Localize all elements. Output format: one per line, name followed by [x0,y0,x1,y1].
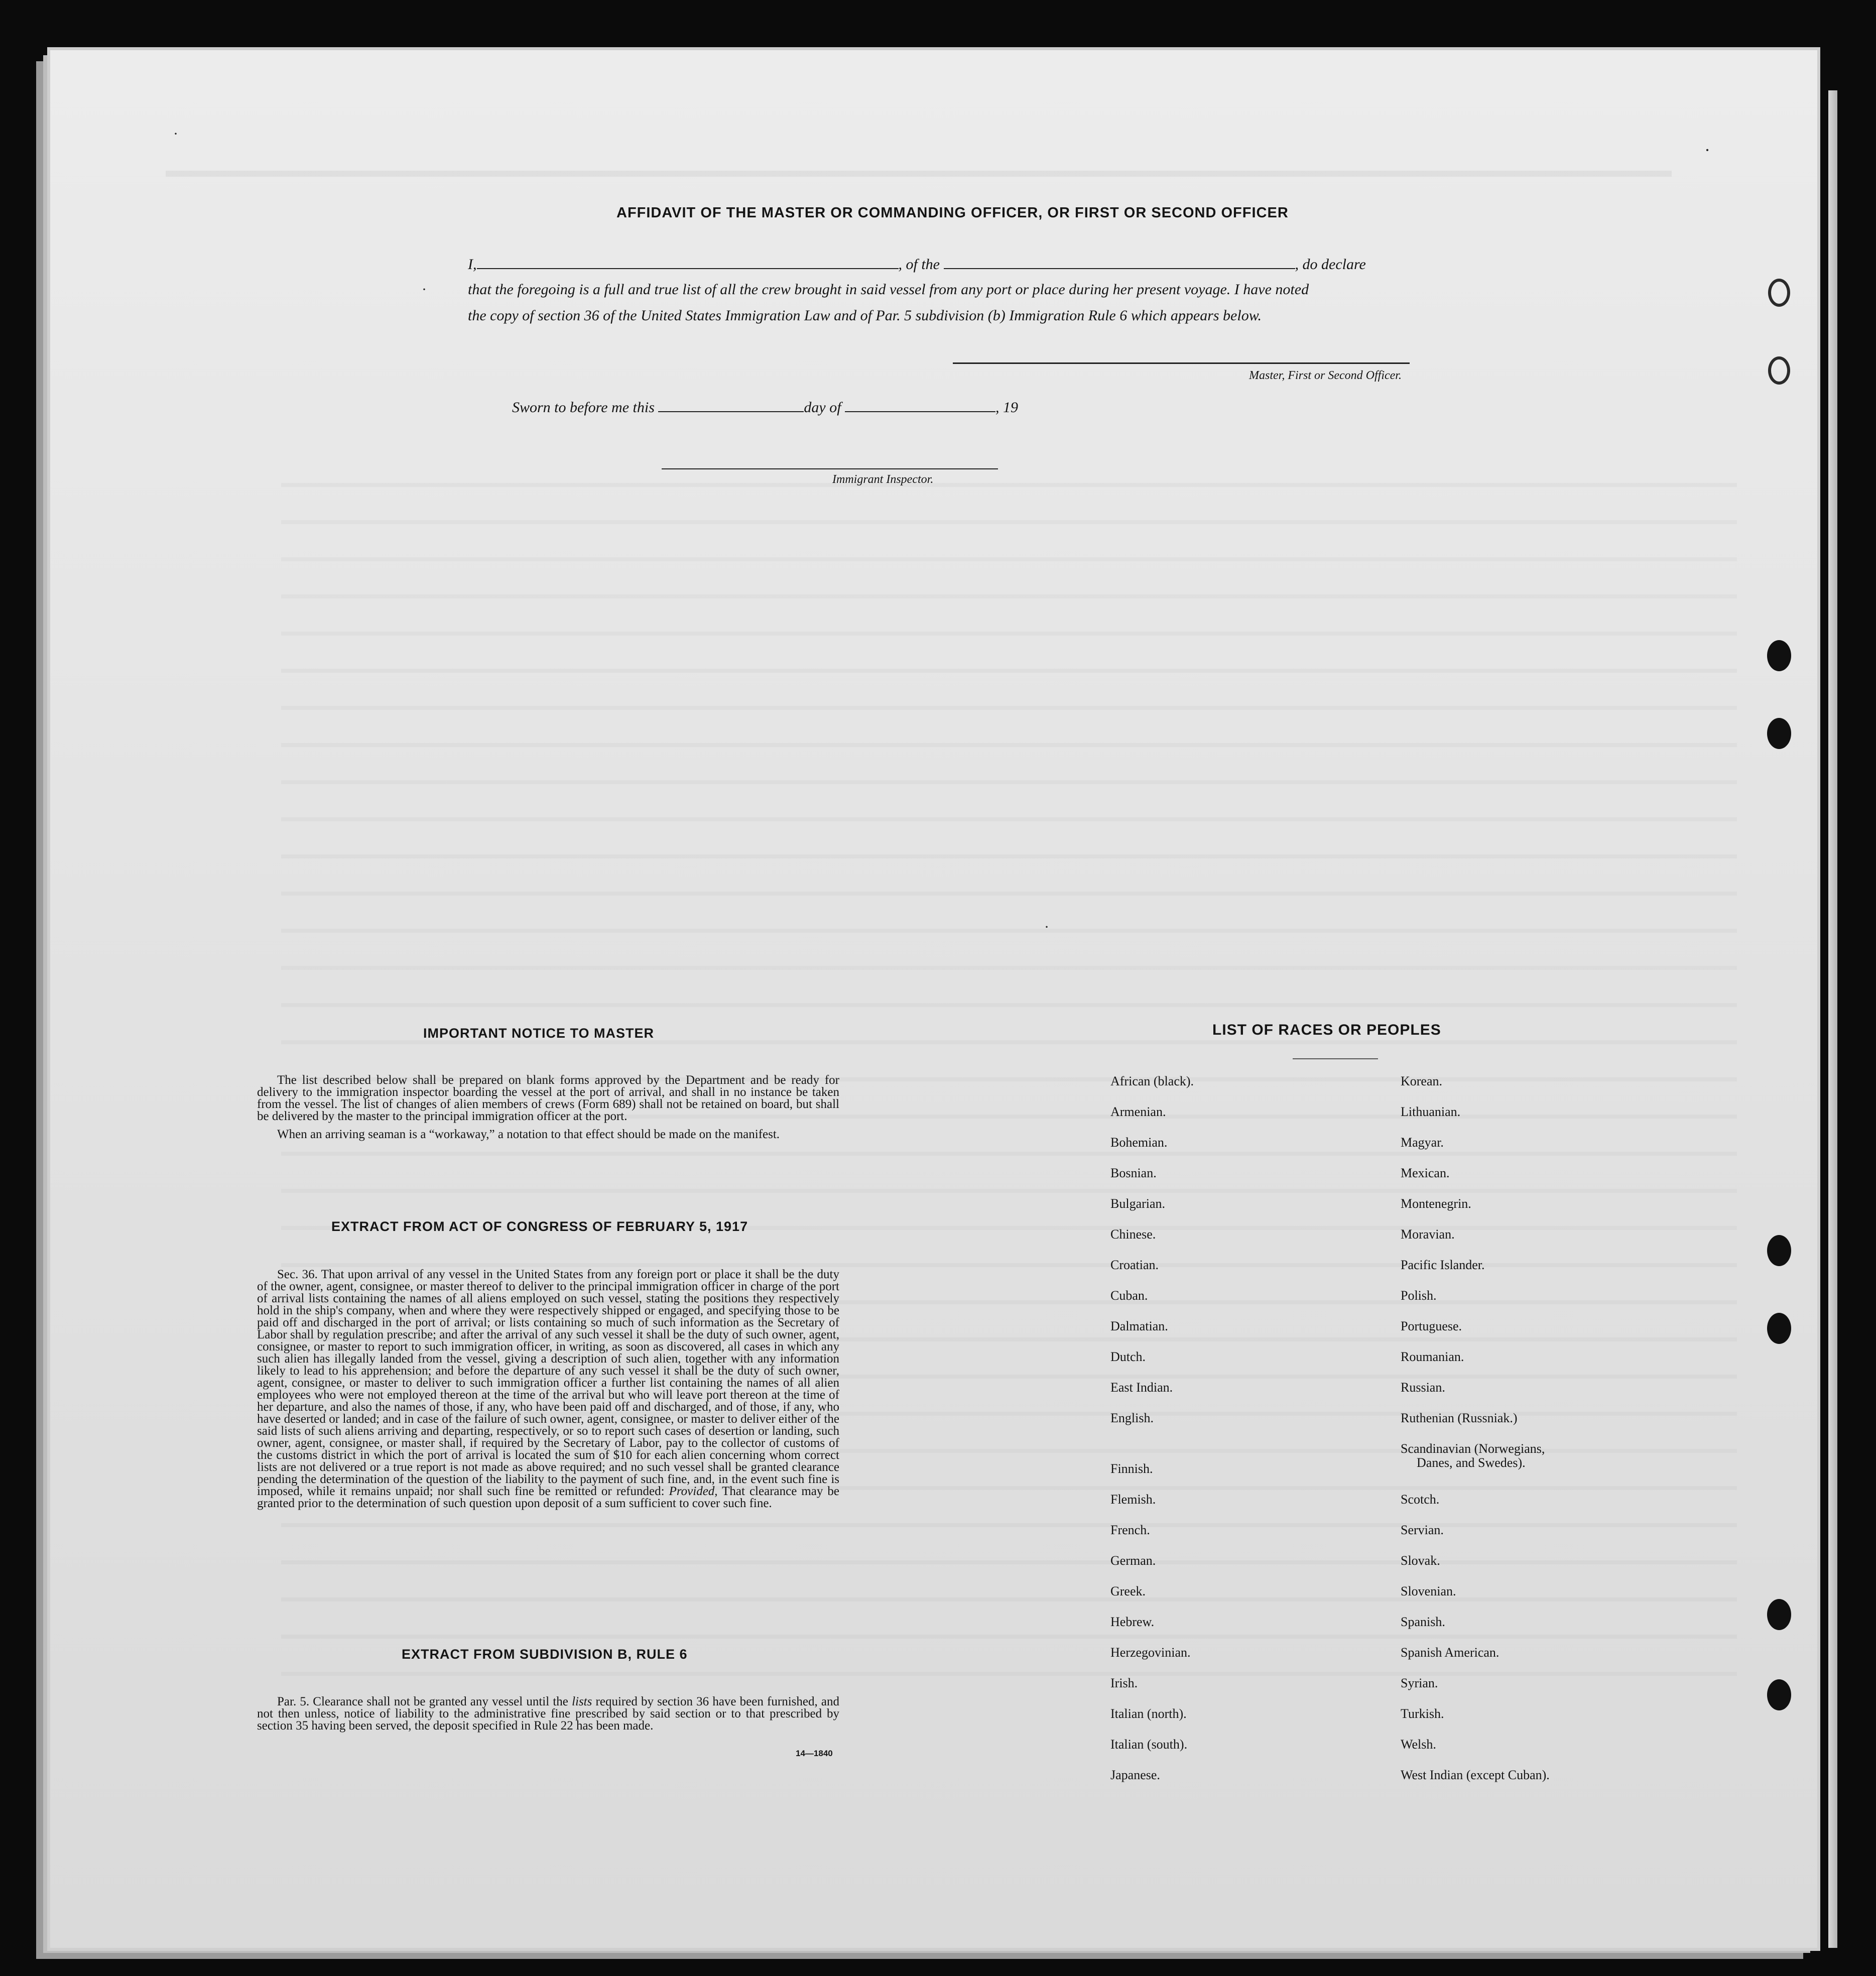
race-item-left: Bohemian. [1110,1135,1168,1150]
race-item-right: Pacific Islander. [1401,1258,1485,1272]
binder-hole [1768,356,1790,385]
affidavit-title: AFFIDAVIT OF THE MASTER OR COMMANDING OFFICER, OR FIRST OR SECOND OFFICER [616,205,1289,221]
race-item-left: Armenian. [1110,1104,1166,1119]
sworn-day-of: day of [804,399,841,416]
race-item-right: Polish. [1401,1288,1437,1303]
stray-mark: · [173,126,178,142]
act-extract-body [257,1269,839,1516]
race-item-right: Welsh. [1401,1737,1436,1752]
race-item-left: Flemish. [1110,1492,1156,1507]
race-item-right: Korean. [1401,1074,1443,1088]
race-item-left: Italian (south). [1110,1737,1188,1752]
race-item-right: Syrian. [1401,1676,1438,1690]
race-item-left: African (black). [1110,1074,1194,1088]
binder-hole [1767,1235,1791,1266]
notice-body [257,1074,839,1147]
vessel-blank[interactable] [944,268,1295,269]
binder-hole [1767,1599,1791,1630]
race-item-left: Herzegovinian. [1110,1645,1191,1660]
master-signature-caption: Master, First or Second Officer. [1249,369,1402,382]
declaration-i: I, [468,256,477,273]
binder-hole [1767,718,1791,749]
race-item-right: Montenegrin. [1401,1196,1471,1211]
declaration-line-2: that the foregoing is a full and true list of all the crew brought in said vessel from any port or place during her present voyage. I have noted [468,281,1309,298]
race-item-left: Hebrew. [1110,1615,1155,1629]
sworn-day-blank[interactable] [658,411,804,412]
race-item-right: Spanish. [1401,1615,1445,1629]
inspector-signature-line[interactable] [662,468,998,469]
race-item-left: Japanese. [1110,1768,1160,1782]
race-item-right: Russian. [1401,1380,1445,1395]
races-title-rule [1293,1058,1378,1059]
race-item-right: Roumanian. [1401,1349,1464,1364]
race-item-left: Greek. [1110,1584,1146,1598]
race-item-left: English. [1110,1411,1154,1425]
race-item-right: Spanish American. [1401,1645,1499,1660]
sworn-prefix: Sworn to before me this [512,399,655,416]
master-signature-line[interactable] [953,362,1410,364]
race-item-left: East Indian. [1110,1380,1173,1395]
race-item-left: Irish. [1110,1676,1138,1690]
rule-text-a: Par. 5. Clearance shall not be granted any vessel until the [277,1695,568,1708]
inspector-caption: Immigrant Inspector. [832,473,934,486]
race-item-left: Bosnian. [1110,1166,1157,1180]
binder-hole [1767,1679,1791,1710]
name-blank[interactable] [477,268,899,269]
declaration-of-the: , of the [898,256,940,273]
rule-text-lists: lists [572,1695,592,1708]
race-item-right: Servian. [1401,1523,1444,1537]
notice-paragraph-1: The list described below shall be prepared on blank forms approved by the Department and be ready for delivery to the immigration inspector boarding the vessel at the port of arrival, and shall in no instance be taken from the vessel. The list of changes of alien members of crews (Form 689) shall not be retained on board, but shall be delivered by the master to the principal immigration officer at the port. [257,1073,839,1123]
race-item-right: Turkish. [1401,1706,1444,1721]
binder-hole [1768,279,1790,307]
race-item-left: Croatian. [1110,1258,1159,1272]
stray-mark: · [422,281,427,298]
act-extract-title: EXTRACT FROM ACT OF CONGRESS OF FEBRUARY 5, 1917 [331,1219,748,1234]
binder-hole [1767,1313,1791,1344]
sworn-month-blank[interactable] [845,411,995,412]
binder-hole [1767,640,1791,671]
section-label: Sec. 36. [277,1268,318,1281]
rule-extract-body [257,1696,839,1738]
notice-paragraph-2: When an arriving seaman is a “workaway,” a notation to that effect should be made on the manifest. [277,1128,780,1141]
form-number: 14—1840 [796,1749,833,1758]
race-item-left: French. [1110,1523,1150,1537]
races-title: LIST OF RACES OR PEOPLES [1212,1022,1441,1038]
race-item-right: Mexican. [1401,1166,1450,1180]
race-item-right: Magyar. [1401,1135,1444,1150]
race-item-right: Slovenian. [1401,1584,1456,1598]
provided-text: That clearance may be granted prior to the determination of such question upon deposit of a sum sufficient to cover such fine. [257,1485,839,1510]
page-edge [1828,90,1837,1948]
stray-mark: · [1044,919,1049,935]
race-item-right: Scotch. [1401,1492,1440,1507]
race-item-left: Dalmatian. [1110,1319,1168,1333]
provided-label: Provided, [669,1485,718,1498]
declaration-line-1 [468,256,1366,273]
sworn-year: , 19 [995,399,1019,416]
rule-text-b: required by section 36 have been furnished, and not then unless, notice of liability to the administrative fine prescribed by said section or to that prescribed by section 35 having been served, the deposit specified in Rule 22 has been made. [257,1695,839,1733]
race-item-right: Ruthenian (Russniak.) [1401,1411,1518,1425]
race-item-right: Moravian. [1401,1227,1455,1242]
race-item-left: Italian (north). [1110,1706,1187,1721]
race-item-left: Chinese. [1110,1227,1156,1242]
race-item-right: West Indian (except Cuban). [1401,1768,1550,1782]
race-item-scandinavian-cont: Danes, and Swedes). [1417,1455,1526,1470]
section-36-text: That upon arrival of any vessel in the United States from any foreign port or place it shall be the duty of the owner, agent, consignee, or master thereof to deliver to the principal immigration officer in charge of the port of arrival lists containing the names of all aliens employed on such vessel, stating the positions they respectively hold in the ship's company, when and where they were respectively shipped or engaged, and specifying those to be paid off and discharged in the port of arrival; or lists containing so much of such information as the Secretary of Labor shall by regulation prescribe; and after the arrival of any such vessel it shall be the duty of such owner, agent, consignee, or master to report to such immigration officer, in writing, as soon as discovered, all cases in which any such alien has illegally landed from the vessel, giving a description of such alien, together with any information likely to lead to his apprehension; and before the departure of any such vessel it shall be the duty of such owner, agent, consignee, or master to deliver to such immigration officer a further list containing the names of all alien employees who were not employed thereon at the time of the arrival but who will leave port thereon at the time of her departure, and also the names of those, if any, who have been paid off and discharged, and of those, if any, who have deserted or landed; and in case of the failure of such owner, agent, consignee, or master to deliver either of the said lists of such aliens arriving and departing, respectively, or so to report such cases of desertion or landing, such owner, agent, consignee, or master shall, if required by the Secretary of Labor, pay to the collector of customs of the customs district in which the port of arrival is located the sum of $10 for each alien concerning whom correct lists are not delivered or a true report is not made as above required; and no such vessel shall be granted clearance pending the determination of the question of the liability to the payment of such fine, and, in the event such fine is imposed, while it remains unpaid; nor shall such fine be remitted or refunded: [257,1268,839,1498]
race-item-left: Bulgarian. [1110,1196,1166,1211]
race-item-left: Finnish. [1110,1461,1153,1476]
race-item-right: Lithuanian. [1401,1104,1461,1119]
race-item-left: Dutch. [1110,1349,1146,1364]
race-item-right: Slovak. [1401,1553,1440,1568]
declaration-line-3: the copy of section 36 of the United States Immigration Law and of Par. 5 subdivision (b) Immigration Rule 6 which appears below. [468,307,1262,324]
stray-mark: · [1704,140,1710,160]
declaration-do-declare: , do declare [1295,256,1366,273]
race-item-left: German. [1110,1553,1156,1568]
notice-title: IMPORTANT NOTICE TO MASTER [423,1026,654,1041]
bleed-through-heading [166,151,1672,177]
race-item-right: Scandinavian (Norwegians, [1401,1441,1545,1456]
sworn-line [512,399,1018,416]
rule-extract-title: EXTRACT FROM SUBDIVISION B, RULE 6 [402,1647,688,1662]
race-item-left: Cuban. [1110,1288,1148,1303]
race-item-right: Portuguese. [1401,1319,1462,1333]
